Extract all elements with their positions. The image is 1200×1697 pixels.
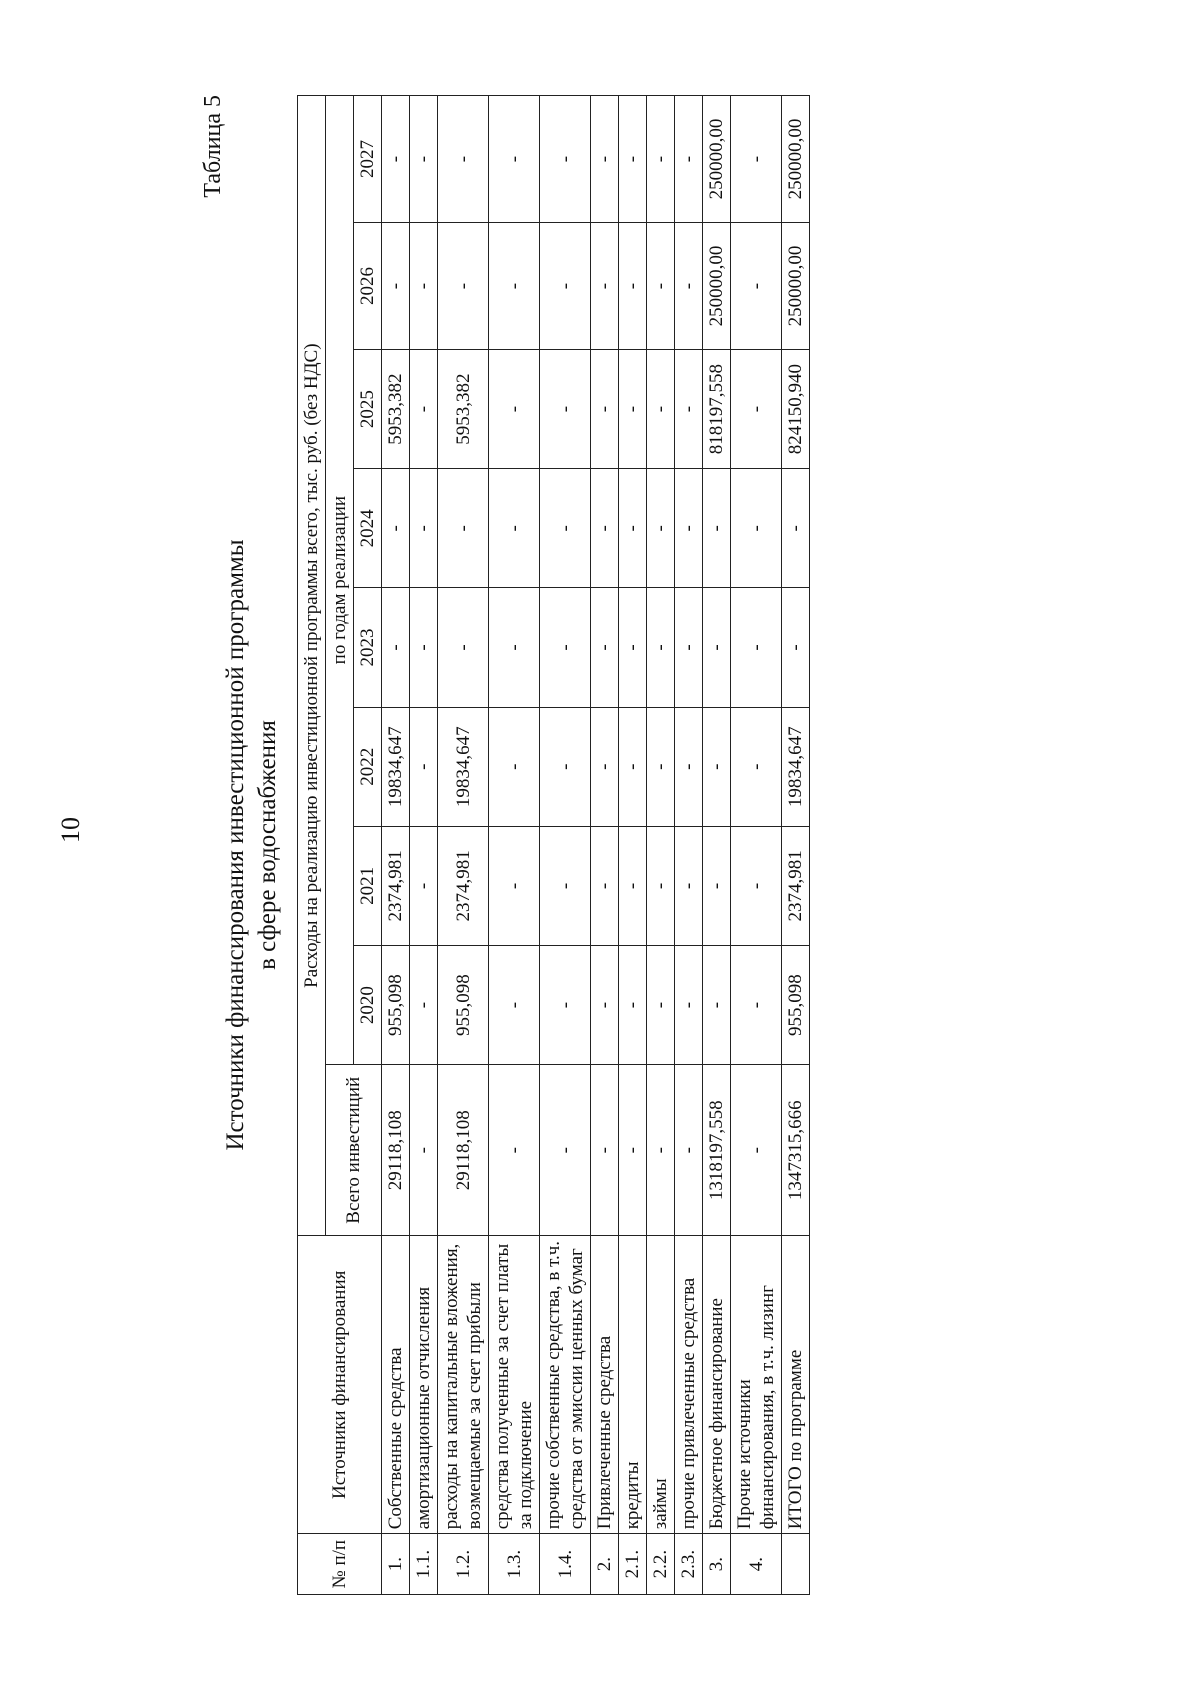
row-year-value: - bbox=[410, 588, 438, 707]
row-year-value: 955,098 bbox=[782, 946, 810, 1065]
row-total-value: - bbox=[489, 1065, 540, 1236]
row-source-name: Привлеченные средства bbox=[591, 1236, 619, 1534]
row-number: 2. bbox=[591, 1534, 619, 1595]
row-total-value: - bbox=[591, 1065, 619, 1236]
row-year-value: - bbox=[489, 826, 540, 945]
row-year-value: - bbox=[647, 96, 675, 223]
row-total-value: - bbox=[647, 1065, 675, 1236]
row-year-value: - bbox=[703, 707, 731, 826]
row-year-value: - bbox=[703, 588, 731, 707]
row-number: 3. bbox=[703, 1534, 731, 1595]
row-year-value: - bbox=[675, 826, 703, 945]
row-year-value: - bbox=[782, 469, 810, 588]
header-year-2025: 2025 bbox=[354, 350, 382, 469]
row-year-value: - bbox=[619, 96, 647, 223]
row-number: 2.1. bbox=[619, 1534, 647, 1595]
row-year-value: - bbox=[540, 96, 591, 223]
row-year-value: - bbox=[438, 588, 489, 707]
row-year-value: - bbox=[540, 826, 591, 945]
row-year-value: 250000,00 bbox=[782, 223, 810, 350]
row-year-value: 19834,647 bbox=[382, 707, 410, 826]
table-row bbox=[438, 96, 489, 1595]
row-total-value: - bbox=[410, 1065, 438, 1236]
row-year-value: - bbox=[647, 707, 675, 826]
row-total-value: 1318197,558 bbox=[703, 1065, 731, 1236]
row-year-value: - bbox=[410, 350, 438, 469]
row-year-value: - bbox=[410, 826, 438, 945]
row-year-value: - bbox=[438, 223, 489, 350]
row-year-value: - bbox=[675, 96, 703, 223]
row-total-value: 29118,108 bbox=[382, 1065, 410, 1236]
row-source-name: кредиты bbox=[619, 1236, 647, 1534]
row-year-value: - bbox=[540, 223, 591, 350]
row-year-value: 955,098 bbox=[438, 946, 489, 1065]
row-year-value: 824150,940 bbox=[782, 350, 810, 469]
header-year-2027: 2027 bbox=[354, 96, 382, 223]
row-number: 1.2. bbox=[438, 1534, 489, 1595]
row-year-value: - bbox=[489, 223, 540, 350]
row-source-name: займы bbox=[647, 1236, 675, 1534]
row-year-value: - bbox=[675, 223, 703, 350]
row-year-value: - bbox=[489, 350, 540, 469]
page-number: 10 bbox=[56, 817, 85, 843]
row-year-value: - bbox=[703, 946, 731, 1065]
row-year-value: 19834,647 bbox=[782, 707, 810, 826]
row-year-value: - bbox=[619, 588, 647, 707]
row-source-name: амортизационные отчисления bbox=[410, 1236, 438, 1534]
row-year-value: - bbox=[438, 96, 489, 223]
header-year-2020: 2020 bbox=[354, 946, 382, 1065]
row-year-value: - bbox=[703, 826, 731, 945]
row-number: 1.3. bbox=[489, 1534, 540, 1595]
table-row bbox=[703, 96, 731, 1595]
row-number: 2.2. bbox=[647, 1534, 675, 1595]
table-row bbox=[782, 96, 810, 1595]
row-year-value: - bbox=[489, 469, 540, 588]
row-year-value: - bbox=[647, 223, 675, 350]
header-year-2023: 2023 bbox=[354, 588, 382, 707]
header-year-2024: 2024 bbox=[354, 469, 382, 588]
table-row bbox=[489, 96, 540, 1595]
row-year-value: - bbox=[619, 223, 647, 350]
title-line-1: Источники финансирования инвестиционной программы bbox=[222, 539, 249, 1151]
row-year-value: - bbox=[540, 469, 591, 588]
row-year-value: 955,098 bbox=[382, 946, 410, 1065]
row-year-value: - bbox=[619, 469, 647, 588]
row-number: 4. bbox=[731, 1534, 782, 1595]
row-source-name: Прочие источники финансирования, в т.ч. лизинг bbox=[731, 1236, 782, 1534]
table-row bbox=[540, 96, 591, 1595]
financing-table bbox=[297, 95, 810, 1595]
row-year-value: - bbox=[489, 588, 540, 707]
row-year-value: 250000,00 bbox=[703, 96, 731, 223]
table-row bbox=[619, 96, 647, 1595]
row-year-value: 2374,981 bbox=[782, 826, 810, 945]
row-year-value: - bbox=[382, 588, 410, 707]
row-year-value: - bbox=[731, 946, 782, 1065]
document-title bbox=[220, 95, 284, 1595]
row-number: 2.3. bbox=[675, 1534, 703, 1595]
table-row bbox=[731, 96, 782, 1595]
row-year-value: - bbox=[647, 469, 675, 588]
row-year-value: - bbox=[382, 96, 410, 223]
row-total-value: - bbox=[731, 1065, 782, 1236]
row-year-value: - bbox=[540, 350, 591, 469]
header-year-2026: 2026 bbox=[354, 223, 382, 350]
row-source-name: средства полученные за счет платы за подключение bbox=[489, 1236, 540, 1534]
row-year-value: - bbox=[675, 707, 703, 826]
row-year-value: - bbox=[731, 826, 782, 945]
row-year-value: - bbox=[591, 469, 619, 588]
row-year-value: - bbox=[591, 707, 619, 826]
header-total: Всего инвестиций bbox=[326, 1065, 382, 1236]
row-year-value: - bbox=[619, 946, 647, 1065]
row-source-name: прочие собственные средства, в т.ч. средства от эмиссии ценных бумаг bbox=[540, 1236, 591, 1534]
row-number bbox=[782, 1534, 810, 1595]
header-row-1 bbox=[298, 96, 326, 1595]
table-row bbox=[382, 96, 410, 1595]
row-year-value: - bbox=[675, 946, 703, 1065]
row-year-value: - bbox=[619, 826, 647, 945]
row-year-value: - bbox=[619, 707, 647, 826]
table-row bbox=[591, 96, 619, 1595]
row-source-name: расходы на капитальные вложения, возмещаемые за счет прибыли bbox=[438, 1236, 489, 1534]
row-number: 1.4. bbox=[540, 1534, 591, 1595]
row-year-value: - bbox=[489, 707, 540, 826]
table-row bbox=[647, 96, 675, 1595]
row-total-value: - bbox=[675, 1065, 703, 1236]
row-year-value: - bbox=[731, 588, 782, 707]
row-year-value: - bbox=[731, 223, 782, 350]
row-year-value: - bbox=[540, 707, 591, 826]
row-year-value: - bbox=[647, 946, 675, 1065]
header-source: Источники финансирования bbox=[298, 1236, 382, 1534]
row-number: 1.1. bbox=[410, 1534, 438, 1595]
table-body bbox=[382, 96, 810, 1595]
row-year-value: 2374,981 bbox=[382, 826, 410, 945]
header-year-2022: 2022 bbox=[354, 707, 382, 826]
row-year-value: - bbox=[489, 946, 540, 1065]
row-year-value: - bbox=[703, 469, 731, 588]
title-line-2: в сфере водоснабжения bbox=[254, 720, 281, 970]
row-total-value: - bbox=[540, 1065, 591, 1236]
row-source-name: прочие привлеченные средства bbox=[675, 1236, 703, 1534]
table-label: Таблица 5 bbox=[200, 95, 226, 198]
row-year-value: - bbox=[410, 946, 438, 1065]
row-year-value: 818197,558 bbox=[703, 350, 731, 469]
row-year-value: - bbox=[647, 588, 675, 707]
row-year-value: - bbox=[675, 588, 703, 707]
row-year-value: - bbox=[647, 350, 675, 469]
row-year-value: - bbox=[410, 223, 438, 350]
row-year-value: - bbox=[591, 946, 619, 1065]
row-source-name: Собственные средства bbox=[382, 1236, 410, 1534]
row-year-value: 5953,382 bbox=[382, 350, 410, 469]
row-year-value: - bbox=[382, 469, 410, 588]
table-row bbox=[410, 96, 438, 1595]
row-total-value: - bbox=[619, 1065, 647, 1236]
row-source-name: ИТОГО по программе bbox=[782, 1236, 810, 1534]
row-year-value: - bbox=[489, 96, 540, 223]
row-year-value: - bbox=[410, 707, 438, 826]
row-year-value: 5953,382 bbox=[438, 350, 489, 469]
header-year-2021: 2021 bbox=[354, 826, 382, 945]
table-row bbox=[675, 96, 703, 1595]
row-year-value: - bbox=[619, 350, 647, 469]
row-year-value: 250000,00 bbox=[782, 96, 810, 223]
row-year-value: - bbox=[540, 588, 591, 707]
row-year-value: - bbox=[438, 469, 489, 588]
row-year-value: 19834,647 bbox=[438, 707, 489, 826]
header-num: № п/п bbox=[298, 1534, 382, 1595]
row-year-value: - bbox=[675, 350, 703, 469]
row-total-value: 1347315,666 bbox=[782, 1065, 810, 1236]
row-year-value: - bbox=[591, 350, 619, 469]
row-year-value: 2374,981 bbox=[438, 826, 489, 945]
row-number: 1. bbox=[382, 1534, 410, 1595]
rotated-document-body bbox=[200, 95, 1100, 1595]
row-year-value: - bbox=[782, 588, 810, 707]
row-year-value: - bbox=[675, 469, 703, 588]
row-year-value: - bbox=[731, 350, 782, 469]
row-year-value: - bbox=[591, 223, 619, 350]
header-expenses: Расходы на реализацию инвестиционной программы всего, тыс. руб. (без НДС) bbox=[298, 96, 326, 1236]
row-year-value: - bbox=[647, 826, 675, 945]
row-year-value: - bbox=[591, 588, 619, 707]
row-source-name: Бюджетное финансирование bbox=[703, 1236, 731, 1534]
row-year-value: - bbox=[591, 96, 619, 223]
row-year-value: - bbox=[731, 469, 782, 588]
row-year-value: - bbox=[591, 826, 619, 945]
row-year-value: - bbox=[540, 946, 591, 1065]
row-year-value: - bbox=[731, 707, 782, 826]
row-year-value: - bbox=[382, 223, 410, 350]
row-year-value: - bbox=[410, 469, 438, 588]
row-year-value: - bbox=[731, 96, 782, 223]
header-by-years: по годам реализации bbox=[326, 96, 354, 1065]
row-year-value: 250000,00 bbox=[703, 223, 731, 350]
row-total-value: 29118,108 bbox=[438, 1065, 489, 1236]
row-year-value: - bbox=[410, 96, 438, 223]
